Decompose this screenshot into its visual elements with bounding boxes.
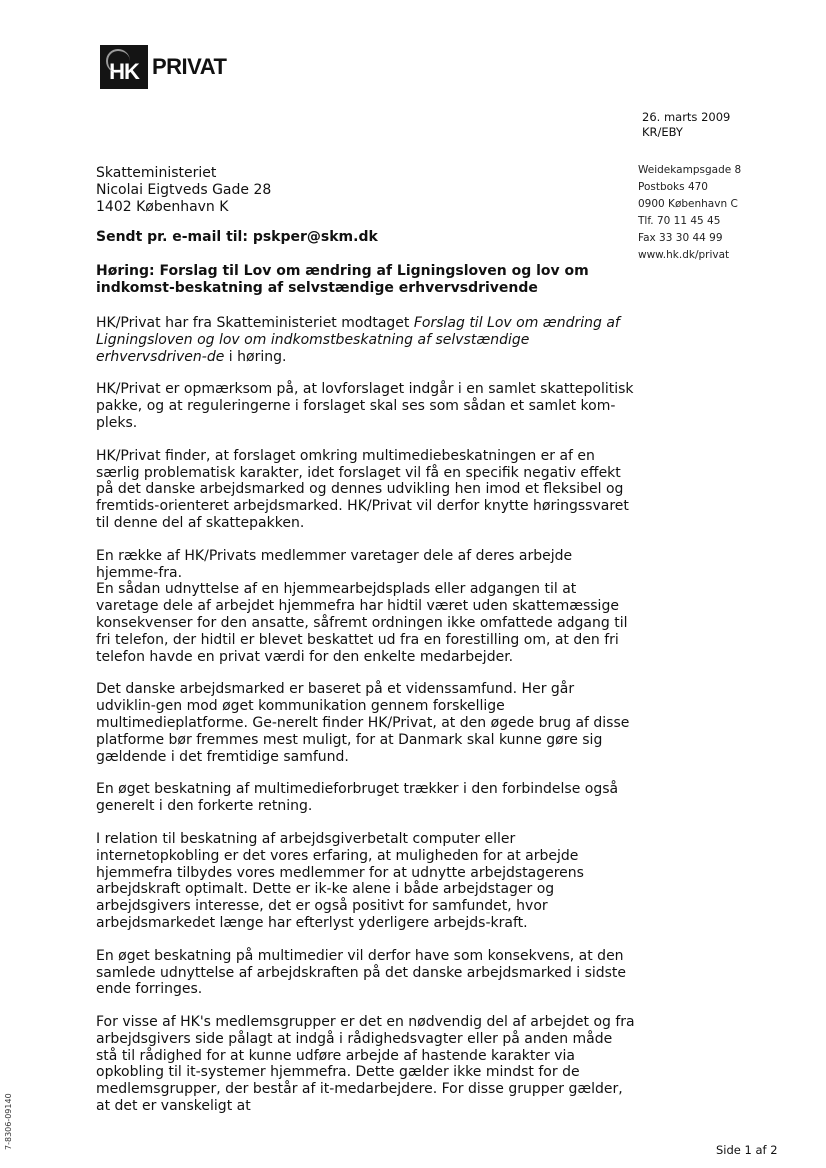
hk-logo-mark [100, 45, 148, 89]
recipient-line: 1402 København K [96, 199, 229, 215]
body-paragraph: Det danske arbejdsmarked er baseret på et videnssamfund. Her går udviklin-gen mod øget kommunikation gennem forskellige multimedieplatforme. Ge-nerelt finder HK/Privat, at den øgede brug af disse platforme bør fremmes mest muligt, for at Danmark skal kunne gøre sig gældende i det fremtidige samfund. [96, 681, 630, 765]
contact-line: Postboks 470 [638, 181, 708, 193]
paragraph-text: i høring. [224, 348, 287, 365]
sender-contact-block [638, 162, 741, 264]
logo-mark-text: HK [109, 59, 139, 84]
letter-body [96, 315, 636, 1131]
date-block [642, 110, 730, 140]
body-paragraph [96, 315, 636, 365]
recipient-address [96, 165, 271, 216]
hk-privat-logo [100, 45, 226, 89]
page-number: Side 1 af 2 [716, 1143, 778, 1157]
letter-subject: Høring: Forslag til Lov om ændring af Ligningsloven og lov om indkomst-beskatning af selvstændige erhvervsdrivende [96, 263, 589, 296]
contact-line: www.hk.dk/privat [638, 249, 730, 261]
contact-line: 0900 København C [638, 198, 738, 210]
body-paragraph: I relation til beskatning af arbejdsgiverbetalt computer eller internetopkobling er det vores erfaring, at muligheden for at arbejde hjemmefra tilbydes vores medlemmer for at udnytte arbejdstagerens arbejdskraft optimalt. Dette er ik-ke alene i både arbejdstager og arbejdsgivers interesse, det er også positivt for samfundet, hvor arbejdsmarkedet længe har efterlyst yderligere arbejds-kraft. [96, 830, 584, 931]
body-paragraph: HK/Privat finder, at forslaget omkring multimediebeskatningen er af en særlig problematisk karakter, idet forslaget vil få en specifik negativ effekt på det danske arbejdsmarked og dennes udvikling hen imod et fleksibel og fremtids-orienteret arbejdsmarked. HK/Privat vil derfor knytte høringssvaret til denne del af skattepakken. [96, 447, 629, 531]
body-paragraph: En øget beskatning på multimedier vil derfor have som konsekvens, at den samlede udnyttelse af arbejdskraften på det danske arbejdsmarked i sidste ende forringes. [96, 947, 627, 998]
logo-text: PRIVAT [152, 54, 227, 79]
letter-reference: KR/EBY [642, 125, 683, 139]
document-code: 7-8306-09140 [4, 1093, 13, 1150]
contact-line: Tlf. 70 11 45 45 [638, 215, 721, 227]
logo-swirl-icon [106, 49, 130, 73]
body-paragraph: En sådan udnyttelse af en hjemmearbejdsplads eller adgangen til at varetage dele af arbejdet hjemmefra har hidtil været uden skattemæssige konsekvenser for den ansatte, såfremt ordningen ikke omfattede adgang til fri telefon, der hidtil er blevet beskattet ud fra en forestilling om, at den fri telefon havde en privat værdi for den enkelte medarbejder. [96, 581, 628, 665]
contact-line: Weidekampsgade 8 [638, 164, 742, 176]
contact-line: Fax 33 30 44 99 [638, 232, 723, 244]
body-paragraph: En række af HK/Privats medlemmer varetager dele af deres arbejde hjemme-fra. [96, 547, 573, 581]
letter-date: 26. marts 2009 [642, 110, 731, 124]
recipient-line: Skatteministeriet [96, 165, 217, 181]
sent-via-email: Sendt pr. e-mail til: pskper@skm.dk [96, 229, 378, 245]
body-paragraph: For visse af HK's medlemsgrupper er det en nødvendig del af arbejdet og fra arbejdsgivers side pålagt at indgå i rådighedsvagter eller på anden måde stå til rådighed for at kunne udføre arbejde af hastende karakter via opkobling til it-systemer hjemmefra. Dette gælder ikke mindst for de medlemsgrupper, der består af it-medarbejdere. For disse grupper gælder, at det er vanskeligt at [96, 1014, 635, 1115]
paragraph-text: HK/Privat har fra Skatteministeriet modtaget [96, 315, 414, 331]
recipient-line: Nicolai Eigtveds Gade 28 [96, 182, 272, 198]
bill-title: Forslag til Lov om ændring af Ligningsloven og lov om indkomstbeskatning af selvstændige erhvervsdriven-de [96, 315, 620, 365]
body-paragraph: En øget beskatning af multimedieforbruget trækker i den forbindelse også generelt i den forkerte retning. [96, 781, 619, 815]
body-paragraph: HK/Privat er opmærksom på, at lovforslaget indgår i en samlet skattepolitisk pakke, og at reguleringerne i forslaget skal ses som sådan et samlet kom-pleks. [96, 381, 634, 431]
